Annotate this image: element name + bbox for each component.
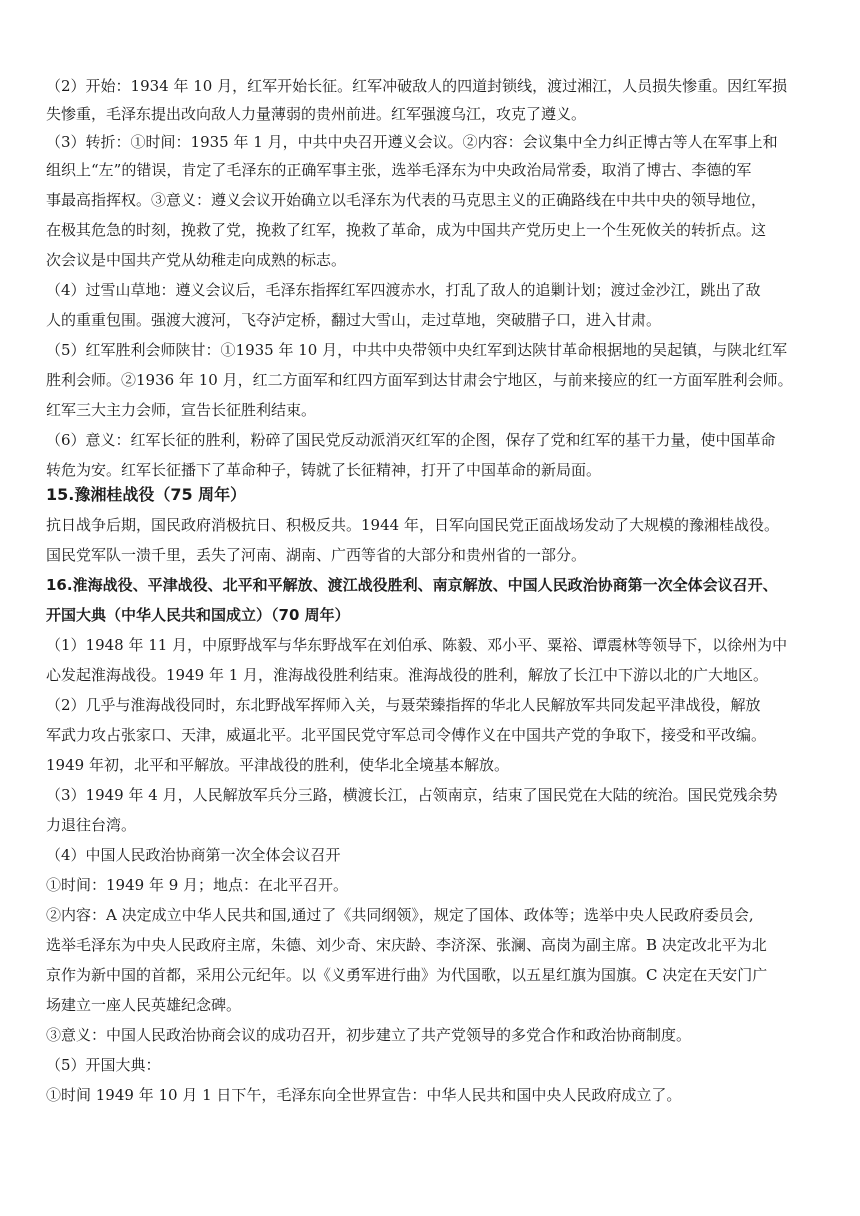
text-line: （3）1949 年 4 月，人民解放军兵分三路，横渡长江，占领南京，结束了国民党在大陆的统治。国民党残余势 xyxy=(46,786,778,804)
text-line: 国民党军队一溃千里，丢失了河南、湖南、广西等省的大部分和贵州省的一部分。 xyxy=(46,546,587,564)
text-line: （5）红军胜利会师陕甘：①1935 年 10 月，中共中央带领中央红军到达陕甘革命根据地的吴起镇，与陕北红军 xyxy=(46,341,788,359)
text-line: （3）转折：①时间：1935 年 1 月，中共中央召开遵义会议。②内容：会议集中全力纠正博古等人在军事上和 xyxy=(46,133,778,151)
text-line: 转危为安。红军长征播下了革命种子，铸就了长征精神，打开了中国革命的新局面。 xyxy=(46,461,602,479)
text-line: ①时间 1949 年 10 月 1 日下午，毛泽东向全世界宣告：中华人民共和国中央人民政府成立了。 xyxy=(46,1086,682,1104)
text-line: 失惨重，毛泽东提出改向敌人力量薄弱的贵州前进。红军强渡乌江，攻克了遵义。 xyxy=(46,105,587,123)
text-line: 红军三大主力会师，宣告长征胜利结束。 xyxy=(46,401,317,419)
text-line: ①时间：1949 年 9 月；地点：在北平召开。 xyxy=(46,876,349,894)
text-line: 京作为新中国的首都，采用公元纪年。以《义勇军进行曲》为代国歌，以五星红旗为国旗。C 决定在天安门广 xyxy=(46,966,768,984)
section-heading: 开国大典（中华人民共和国成立）（70 周年） xyxy=(46,606,350,624)
section-heading: 16.淮海战役、平津战役、北平和平解放、渡江战役胜利、南京解放、中国人民政治协商第一次全体会议召开、 xyxy=(46,576,778,594)
text-line: 军武力攻占张家口、天津，威逼北平。北平国民党守军总司令傅作义在中国共产党的争取下，接受和平改编。 xyxy=(46,726,767,744)
text-line: 胜利会师。②1936 年 10 月，红二方面军和红四方面军到达甘肃会宁地区，与前来接应的红一方面军胜利会师。 xyxy=(46,371,793,389)
text-line: （5）开国大典： xyxy=(46,1056,161,1074)
text-line: （2）几乎与淮海战役同时，东北野战军挥师入关，与聂荣臻指挥的华北人民解放军共同发起平津战役，解放 xyxy=(46,696,761,714)
text-line: 场建立一座人民英雄纪念碑。 xyxy=(46,996,242,1014)
text-line: （2）开始：1934 年 10 月，红军开始长征。红军冲破敌人的四道封锁线，渡过湘江，人员损失惨重。因红军损 xyxy=(46,77,788,95)
text-line: 1949 年初，北平和平解放。平津战役的胜利，使华北全境基本解放。 xyxy=(46,756,509,774)
text-line: （1）1948 年 11 月，中原野战军与华东野战军在刘伯承、陈毅、邓小平、粟裕、谭震林等领导下，以徐州为中 xyxy=(46,636,788,654)
text-line: 力退往台湾。 xyxy=(46,816,137,834)
text-line: 心发起淮海战役。1949 年 1 月，淮海战役胜利结束。淮海战役的胜利，解放了长江中下游以北的广大地区。 xyxy=(46,666,769,684)
text-line: 选举毛泽东为中央人民政府主席，朱德、刘少奇、宋庆龄、李济深、张澜、高岗为副主席。B 决定改北平为北 xyxy=(46,936,767,954)
text-line: ③意义：中国人民政治协商会议的成功召开，初步建立了共产党领导的多党合作和政治协商制度。 xyxy=(46,1026,692,1044)
text-line: ②内容：A 决定成立中华人民共和国,通过了《共同纲领》，规定了国体、政体等；选举中央人民政府委员会, xyxy=(46,906,754,924)
text-line: 组织上“左”的错误，肯定了毛泽东的正确军事主张，选举毛泽东为中央政治局常委，取消了博古、李德的军 xyxy=(46,161,752,179)
text-line: 次会议是中国共产党从幼稚走向成熟的标志。 xyxy=(46,251,347,269)
text-line: 事最高指挥权。③意义：遵义会议开始确立以毛泽东为代表的马克思主义的正确路线在中共中央的领导地位， xyxy=(46,191,767,209)
text-line: （4）过雪山草地：遵义会议后，毛泽东指挥红军四渡赤水，打乱了敌人的追剿计划；渡过金沙江，跳出了敌 xyxy=(46,281,761,299)
text-line: （4）中国人民政治协商第一次全体会议召开 xyxy=(46,846,341,864)
text-line: 在极其危急的时刻，挽救了党，挽救了红军，挽救了革命，成为中国共产党历史上一个生死攸关的转折点。这 xyxy=(46,221,767,239)
text-line: 人的重重包围。强渡大渡河，飞夺泸定桥，翻过大雪山，走过草地，突破腊子口，进入甘肃。 xyxy=(46,311,662,329)
text-line: （6）意义：红军长征的胜利，粉碎了国民党反动派消灭红军的企图，保存了党和红军的基干力量，使中国革命 xyxy=(46,431,776,449)
text-line: 抗日战争后期，国民政府消极抗日、积极反共。1944 年，日军向国民党正面战场发动了大规模的豫湘桂战役。 xyxy=(46,516,779,534)
section-heading: 15.豫湘桂战役（75 周年） xyxy=(46,486,247,504)
